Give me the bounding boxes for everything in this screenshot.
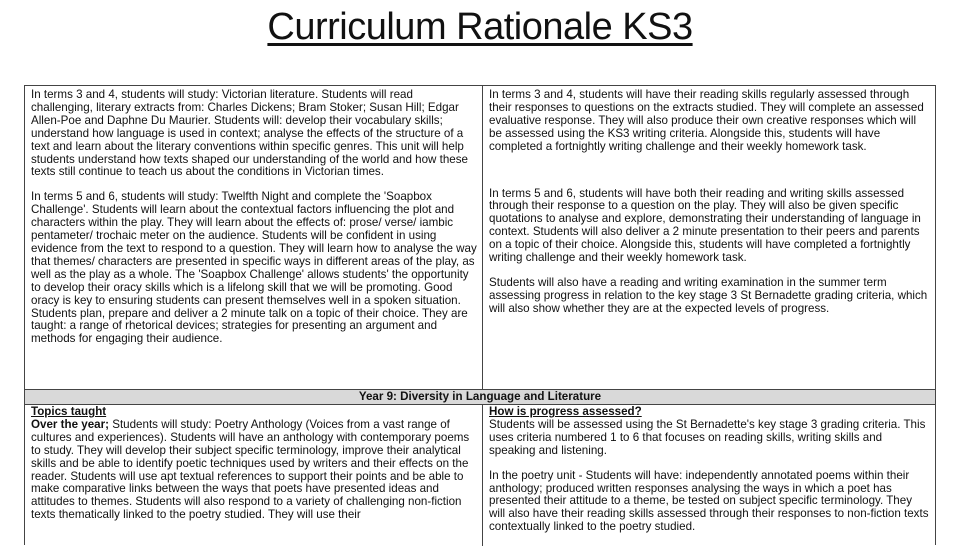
year9-topics-body: Students will study: Poetry Anthology (Voices from a vast range of cultures and experiences). Students will have an anthology with contemporary poems to study. They will develop their subject specific terminology, improve their analytical skills and be able to identify poetic techniques used by writers and their effects on the reader. Students will use apt textual references to support their points and be able to make comparative links between the ways that poets have presented ideas and attitudes to themes. Students will also respond to a variety of challenging non-fiction texts thematically linked to the poetry studied. They will use their — [31, 417, 470, 522]
year9-assessment-cell — [483, 406, 935, 546]
topics-taught-heading: Topics taught — [31, 405, 107, 418]
year9-grading-criteria: Students will be assessed using the St Bernadette's key stage 3 grading criteria. This uses criteria numbered 1 to 6 that focuses on reading skills, writing skills and speaking and listening. — [489, 417, 926, 457]
summer-exam-assessment: Students will also have a reading and writing examination in the summer term assessing progress in relation to the key stage 3 St Bernadette grading criteria, which will also show whether they are at the expected levels of progress. — [489, 275, 928, 315]
terms-3-4-topics: In terms 3 and 4, students will study: Victorian literature. Students will read challenging, literary extracts from: Charles Dickens; Bram Stoker; Susan Hill; Edgar Allen-Poe and Daphne Du Maurier. Students will: develop their vocabulary skills; understand how language is used in context; analyse the effects of the structure of a text and learn about the literary conventions within specific genres. This unit will help students understand how texts shaped our understanding of the world and how these texts still continue to teach us about the conditions in Victorian times. — [31, 88, 468, 179]
terms-5-6-assessment: In terms 5 and 6, students will have both their reading and writing skills assessed through their response to a question on the play. They will also be given specific quotations to analyse and explore, demonstrating their understanding of language in context. Students will also deliver a 2 minute presentation to their peers and parents on a topic of their choice. Alongside this, students will have completed a fortnightly writing challenge and their weekly homework task. — [489, 186, 921, 265]
page-title: Curriculum Rationale KS3 — [267, 6, 693, 48]
terms-left-cell — [25, 89, 482, 358]
curriculum-table — [24, 85, 936, 545]
progress-heading: How is progress assessed? — [489, 405, 642, 418]
year9-topics-cell — [25, 406, 482, 522]
terms-right-cell — [483, 89, 935, 328]
over-the-year-label: Over the year; — [31, 417, 109, 431]
terms-3-4-assessment: In terms 3 and 4, students will have their reading skills regularly assessed through their responses to questions on the extracts studied. They will complete an assessed evaluative response. They will also produce their own creative responses which will be assessed using the KS3 writing criteria. Alongside this, students will have completed a fortnightly writing challenge and their weekly homework task. — [489, 88, 924, 153]
terms-5-6-topics: In terms 5 and 6, students will study: Twelfth Night and complete the 'Soapbox Challenge'. Students will learn about the contextual factors influencing the plot and characters within the play. They will learn about the effects of: prose/ verse/ iambic pentameter/ trochaic meter on the audience. Students will be confident in using evidence from the text to respond to a question. They will learn how to analyse the way that themes/ characters are presented in specific ways in different areas of the play, as well as the play as a whole. The 'Soapbox Challenge' allows students' the opportunity to develop their oracy skills which is a lifelong skill that we will be promoting. Good oracy is key to ensuring students can present themselves well in a spoken situation. Students plan, prepare and deliver a 2 minute talk on a topic of their choice. They are taught: a range of rhetorical devices; strategies for presenting an argument and methods for engaging their audience. — [31, 190, 477, 346]
year9-poetry-assessment: In the poetry unit - Students will have: independently annotated poems within their anthology; produced written responses analysing the ways in which a poet has presented their attitude to a theme, be tested on subject specific terminology. They will also have their reading skills assessed through their responses to non-fiction texts contextually linked to the poetry studied. — [489, 468, 929, 534]
year9-topics-text — [31, 419, 478, 522]
year-9-band: Year 9: Diversity in Language and Literature — [25, 389, 935, 405]
